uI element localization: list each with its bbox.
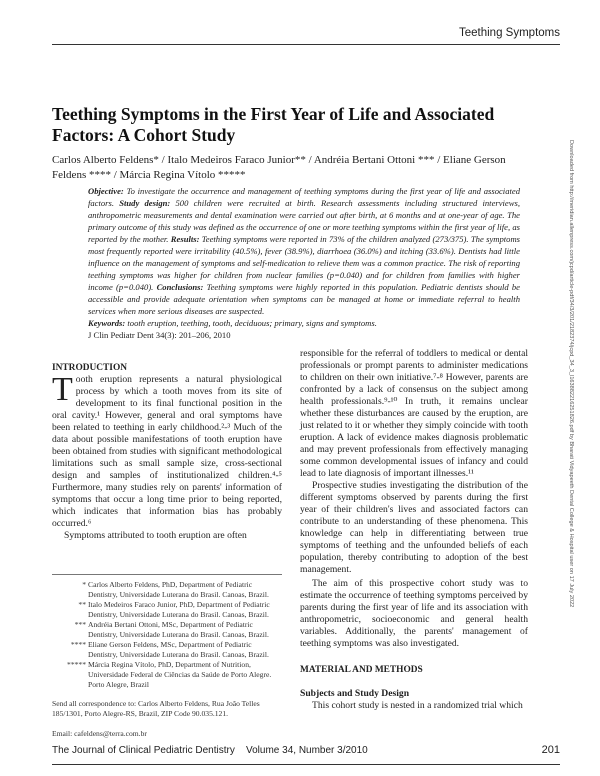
footnote-text: Carlos Alberto Feldens, PhD, Department of Pediatric Dentistry, Universidade Luterana do Brasil. Canoas, Brazil. — [88, 580, 269, 599]
footnote-text: Italo Medeiros Faraco Junior, PhD, Department of Pediatric Dentistry, Universidade Luterana do Brasil. Canoas, Brazil. — [88, 600, 270, 619]
intro-paragraph-3-text: Prospective studies investigating the distribution of the different symptoms observed by parents during the first year of their children's lives and associated factors can contribute to an understanding of these phenomena. This knowledge can help in differentiating between true symptoms of teething and the unfounded beliefs of each population, thereby contributing to adoption of the best management. — [300, 480, 528, 575]
keywords: tooth eruption, teething, tooth, deciduous; primary, signs and symptoms. — [127, 318, 377, 328]
footer-journal-name: The Journal of Clinical Pediatric Dentistry — [52, 745, 235, 756]
abstract-results: Teething symptoms were reported in 73% of the children analyzed (273/375). The symptoms most frequently reported were irritability (40.5%), fever (38.9%), diarrhoea (36.0%) and itching (33.6%). Dentists had little influence on the management of symptoms and self-medication to relieve them was a common practice. The risk of reporting teething symptoms was higher for children from nuclear families (p=0.040) and for children from families with higher income (p=0.040). — [88, 234, 520, 292]
footnote-2 — [52, 600, 282, 620]
footnote-1 — [52, 580, 282, 600]
footnote-text: Andréia Bertani Ottoni, MSc, Department of Pediatric Dentistry, Universidade Luterana do Brasil. Canoas, Brazil. — [88, 620, 269, 639]
download-side-note: Downloaded from http://meridian.allenpress.com/jcpd/article-pdf/34/3/201/2182374/jcpd_34_3_l163882216251826.pdf by Bharati Vidyapeeth Dental College & Hospital user on 17 July 2022 — [568, 140, 574, 608]
footnote-mark: **** — [70, 640, 86, 649]
abstract-objective: To investigate the occurrence and management of teething symptoms during the first year of life and associated factors. — [88, 186, 520, 208]
intro-paragraph-4: The aim of this prospective cohort study was to estimate the occurrence of teething symptoms perceived by parents during the first year of life and its association with anthropometric, socioeconomic and general health variables. Additionally, the parents' management of teething symptoms was also investigated. — [300, 578, 528, 649]
abstract-results-label: Results: — [170, 234, 200, 244]
right-column — [300, 348, 528, 712]
footnote-5 — [52, 660, 282, 690]
subjects-heading: Subjects and Study Design — [300, 688, 410, 699]
footnote-rule — [52, 574, 282, 575]
abstract — [88, 185, 520, 341]
left-column — [52, 362, 282, 542]
journal-citation: J Clin Pediatr Dent 34(3): 201–206, 2010 — [88, 330, 231, 340]
intro-p2-tail-text: responsible for the referral of toddlers to medical or dental professionals or prompt parents to administer medications to children on their own initiative.⁷‑⁸ However, parents are confronted by a lack of consensus on the subject among health professionals.⁹‑¹⁰ In truth, it remains unclear whether these disturbances are caused by the eruption, are just related to it or whether they simply coincide with tooth eruption. A lack of evidence makes diagnosis problematic and may prevent professionals from effectively managing some common developmental issues of infancy and could lead to late diagnosis of important illnesses.¹¹ — [300, 348, 528, 479]
intro-paragraph-1 — [52, 371, 282, 530]
footnote-3 — [52, 620, 282, 640]
abstract-conclusions-label: Conclusions: — [156, 282, 204, 292]
introduction-heading: INTRODUCTION — [52, 363, 128, 373]
footnote-mark: ***** — [67, 660, 86, 669]
footer-rule — [52, 764, 560, 765]
abstract-design-label: Study design: — [119, 198, 171, 208]
header-rule — [52, 44, 560, 45]
abstract-objective-label: Objective: — [88, 186, 124, 196]
article-title: Teething Symptoms in the First Year of Life and Associated Factors: A Cohort Study — [52, 104, 495, 145]
correspondence-email: Email: cafeldens@terra.com.br — [52, 729, 147, 738]
footer-volume: Volume 34, Number 3/2010 — [246, 745, 368, 756]
intro-p2-tail — [300, 348, 528, 480]
keywords-label: Keywords: — [88, 318, 126, 328]
running-header: Teething Symptoms — [459, 27, 560, 39]
abstract-design: 500 children were recruited at birth. Research assessments including structured interviews, anthropometric measurements and dental examination were carried out after birth, at 6 months and at one-year of age. The primary outcome of this study was defined as the occurrence of one or more teething symptoms within the first year of life, as reported by the mother. — [88, 198, 520, 244]
correspondence-address: Send all correspondence to: Carlos Alberto Feldens, Rua João Telles 185/1301, Porto Alegre-RS, Brazil, ZIP Code 90.035.121. — [52, 699, 260, 718]
intro-paragraph-1-text: ooth eruption represents a natural physiological process by which a tooth moves from its site of development to its final functional position in the oral cavity.¹ However, general and oral symptoms have been related to teething in early childhood.²‑³ Much of the data about possible manifestations of tooth eruption have been obtained from studies with significant methodological limitations such as small sample size, cross-sectional design and samples of institutionalized children.⁴‑⁵ Furthermore, many studies rely on parents' information of symptoms that occur a long time prior to being reported, which indicates that information bias has probably occurred.⁶ — [52, 374, 282, 529]
footnote-mark: ** — [78, 600, 86, 609]
intro-paragraph-2: Symptoms attributed to tooth eruption are often — [64, 530, 247, 541]
author-footnotes — [52, 580, 282, 739]
right-column-flow — [300, 348, 528, 712]
footnote-mark: *** — [74, 620, 86, 629]
methods-heading: MATERIAL AND METHODS — [300, 665, 423, 675]
footnote-4 — [52, 640, 282, 660]
drop-cap: T — [52, 371, 73, 408]
subjects-paragraph-1: This cohort study is nested in a randomized trial which — [312, 700, 523, 711]
footnote-text: Márcia Regina Vítolo, PhD, Department of Nutrition, Universidade Federal de Ciências da Saúde de Porto Alegre. Porto Alegre, Brazil — [88, 660, 272, 689]
author-list: Carlos Alberto Feldens* / Italo Medeiros Faraco Junior** / Andréia Bertani Ottoni *** / Eliane Gerson Feldens **** / Márcia Regina Vítolo ***** — [52, 154, 506, 181]
footnote-mark: * — [82, 580, 86, 589]
page-number: 201 — [541, 744, 560, 756]
abstract-conclusions: Teething symptoms were highly reported in this population. Pediatric dentists should be accessible and provide adequate orientation when symptoms can be managed at home or immediate referral to health services when more serious diseases are suspected. — [88, 282, 520, 316]
footnote-text: Eliane Gerson Feldens, MSc, Department of Pediatric Dentistry, Universidade Luterana do Brasil. Canoas, Brazil. — [88, 640, 269, 659]
